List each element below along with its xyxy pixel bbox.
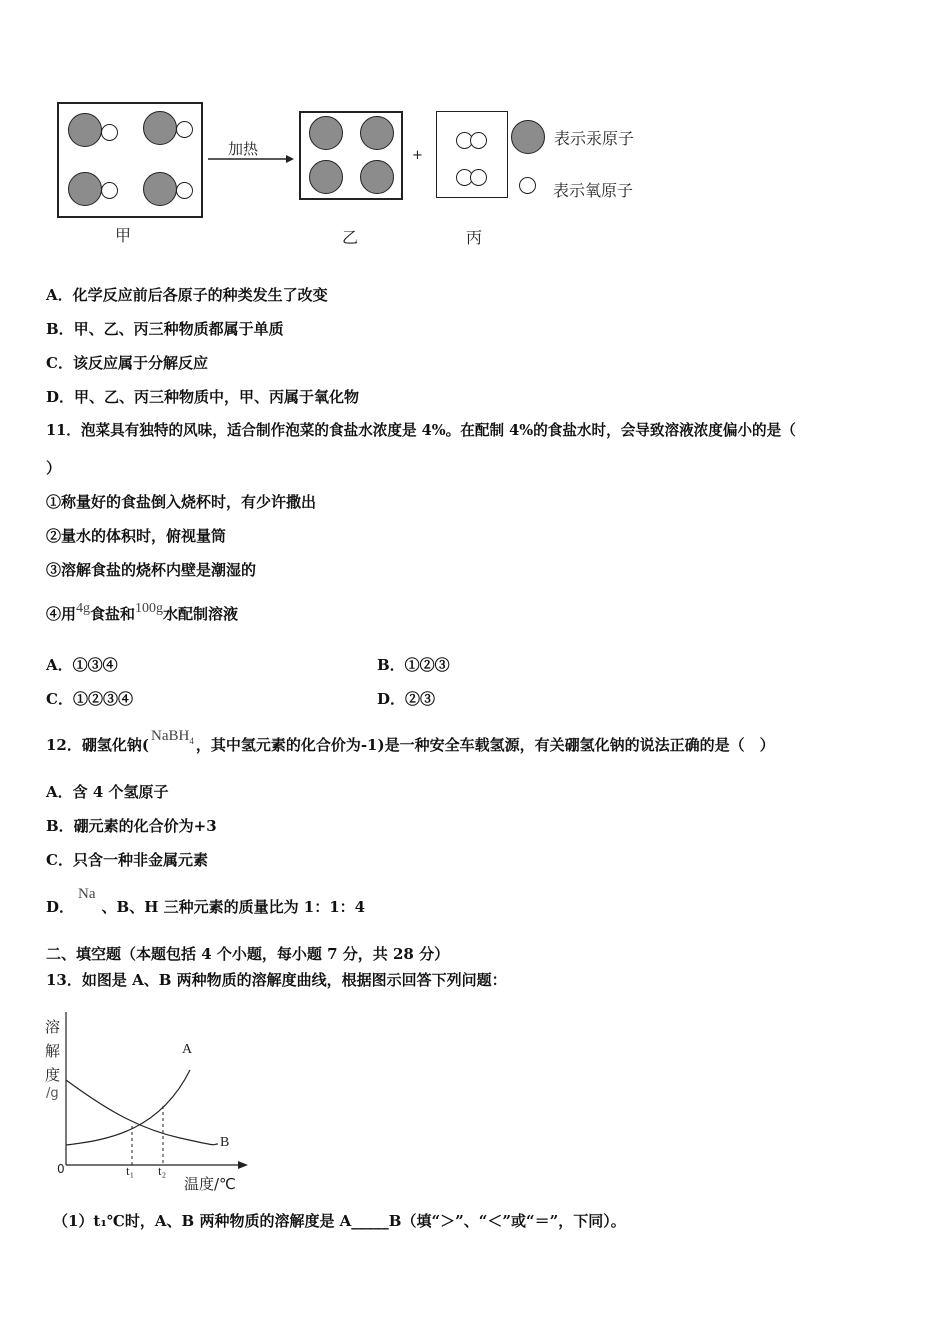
legend-oxygen-icon: [519, 177, 536, 194]
mass-water: 100g: [135, 601, 164, 616]
q12-option-a: A．含 4 个氢原子: [46, 783, 169, 801]
ylabel-char-4: /g: [46, 1086, 59, 1101]
q11-option-a: A．①③④: [46, 656, 118, 674]
oxygen-atom: [470, 169, 487, 186]
ylabel-char-1: 溶: [45, 1018, 61, 1036]
q11-stem-end: ）: [46, 459, 62, 477]
mercury-atom: [143, 172, 177, 206]
mercury-atom: [309, 116, 343, 150]
mass-salt: 4g: [76, 601, 91, 616]
q11-item-4-mid: 食盐和: [90, 605, 136, 623]
q12-option-d-post: 、B、H 三种元素的质量比为 1：1：4: [101, 898, 366, 916]
q11-option-d: D．②③: [377, 690, 436, 708]
q11-item-4: [46, 601, 239, 626]
mercury-atom: [143, 111, 177, 145]
oxygen-atom: [101, 124, 118, 141]
q11-item-4-post: 水配制溶液: [163, 605, 239, 623]
ylabel-char-3: 度: [45, 1066, 61, 1084]
x-axis-label: 温度/℃: [184, 1175, 236, 1193]
q12-stem: [46, 728, 775, 761]
element-na: Na: [78, 886, 96, 902]
label-yi: 乙: [342, 228, 359, 247]
q11-item-3: ③溶解食盐的烧杯内壁是潮湿的: [46, 561, 257, 579]
formula-nabh4: [151, 728, 194, 744]
curve-b: [66, 1080, 218, 1145]
q11-option-b: B．①②③: [377, 656, 450, 674]
solubility-chart: [40, 1010, 270, 1195]
oxygen-atom: [101, 182, 118, 199]
x-axis-arrow: [238, 1161, 248, 1169]
mercury-atom: [360, 116, 394, 150]
tick-t1: t₁: [126, 1163, 135, 1178]
q10-option-a: A．化学反应前后各原子的种类发生了改变: [46, 286, 328, 304]
ylabel-char-2: 解: [45, 1042, 61, 1060]
q11-option-c: C．①②③④: [46, 690, 133, 708]
formula-sub: 4: [189, 736, 194, 746]
formula-main: NaBH: [150, 728, 190, 744]
curve-a-label: A: [182, 1042, 193, 1057]
q10-option-b: B．甲、乙、丙三种物质都属于单质: [46, 320, 284, 338]
curve-a: [66, 1070, 190, 1145]
section-heading: 二、填空题（本题包括 4 个小题，每小题 7 分，共 28 分）: [46, 945, 450, 963]
mercury-atom: [309, 160, 343, 194]
arrow-label: 加热: [228, 140, 259, 158]
q10-option-c: C．该反应属于分解反应: [46, 354, 208, 372]
mercury-atom: [360, 160, 394, 194]
tick-t2: t₂: [158, 1163, 167, 1178]
q12-stem-pre: 12．硼氢化钠(: [46, 736, 149, 754]
plus-sign: +: [412, 148, 423, 163]
mercury-atom: [68, 113, 102, 147]
oxygen-atom: [176, 182, 193, 199]
q12-option-b: B．硼元素的化合价为+3: [46, 817, 217, 835]
origin-label: 0: [57, 1162, 65, 1176]
curve-b-label: B: [220, 1135, 230, 1150]
label-bing: 丙: [466, 228, 483, 247]
legend-oxygen-label: 表示氧原子: [553, 181, 634, 200]
legend-mercury-icon: [511, 120, 545, 154]
oxygen-atom: [176, 121, 193, 138]
q13-stem: 13．如图是 A、B 两种物质的溶解度曲线，根据图示回答下列问题：: [46, 971, 507, 989]
mercury-atom: [68, 172, 102, 206]
label-jia: 甲: [115, 226, 132, 245]
box-jia: [57, 102, 203, 218]
q12-option-d: [46, 886, 366, 918]
q12-stem-post: ，其中氢元素的化合价为-1)是一种安全车载氢源，有关硼氢化钠的说法正确的是（ ）: [195, 736, 775, 754]
box-bing: [436, 111, 508, 198]
q11-item-1: ①称量好的食盐倒入烧杯时，有少许撒出: [46, 493, 317, 511]
chart-svg: [40, 1010, 270, 1195]
q11-stem: 11．泡菜具有独特的风味，适合制作泡菜的食盐水浓度是 4%。在配制 4%的食盐水时，会导致溶液浓度偏小的是（: [46, 422, 796, 439]
oxygen-atom: [470, 132, 487, 149]
legend-mercury-label: 表示汞原子: [554, 129, 635, 148]
q11-item-4-pre: ④用: [46, 605, 77, 623]
q10-option-d: D．甲、乙、丙三种物质中，甲、丙属于氧化物: [46, 388, 360, 406]
q12-option-d-pre: D．: [46, 898, 75, 916]
q11-item-2: ②量水的体积时，俯视量筒: [46, 527, 227, 545]
q12-option-c: C．只含一种非金属元素: [46, 851, 208, 869]
box-yi: [299, 111, 403, 200]
q13-sub-1: （1）t₁℃时，A、B 两种物质的溶解度是 A_____B（填“＞”、“＜”或“＝”，下同）。: [53, 1212, 626, 1230]
reaction-arrow: [206, 152, 296, 166]
